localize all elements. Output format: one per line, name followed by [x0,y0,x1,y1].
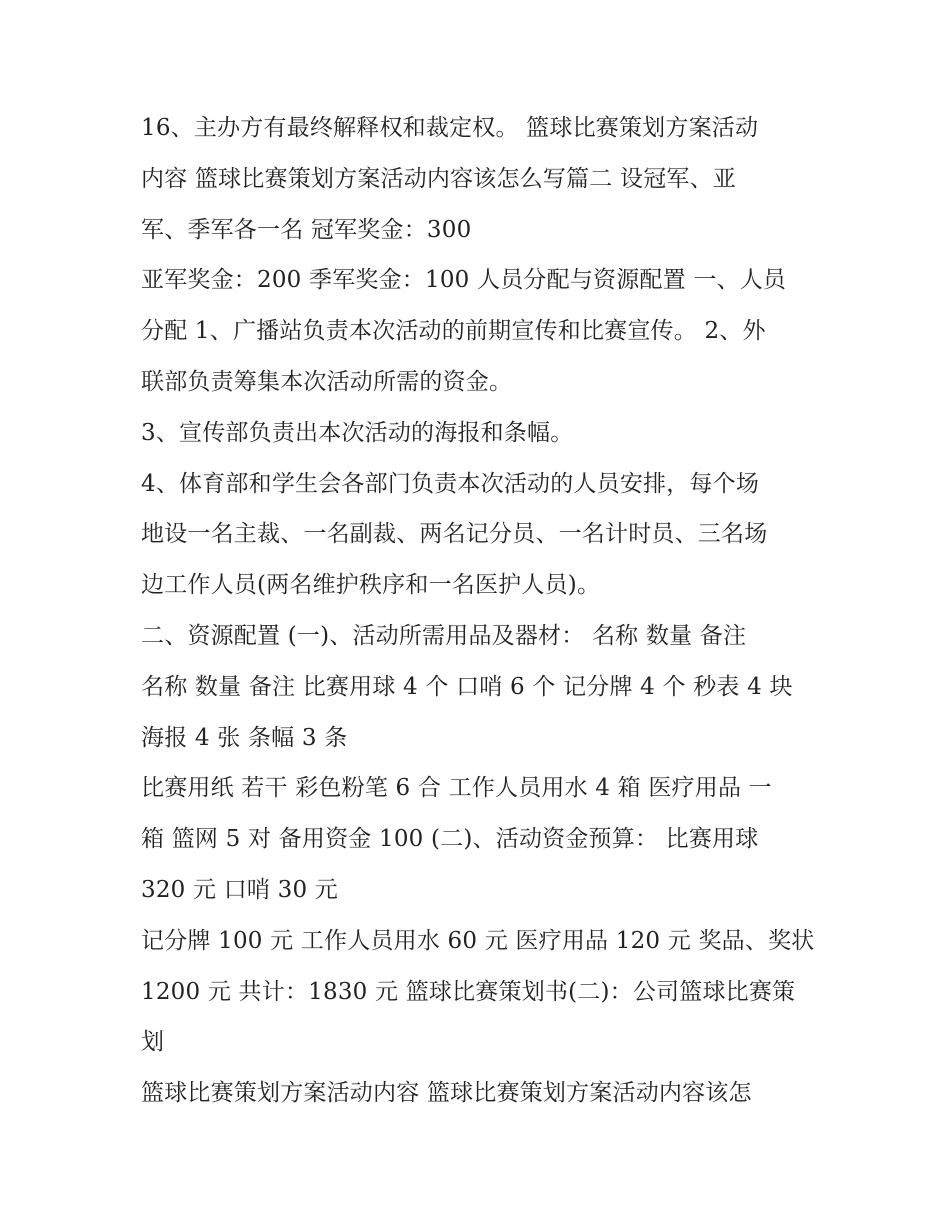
text-line: 联部负责筹集本次活动所需的资金。 [141,368,513,395]
text-line: 内容 篮球比赛策划方案活动内容该怎么写篇二 设冠军、亚 [141,165,737,192]
text-line: 划 [141,1029,165,1056]
text-line: 比赛用纸 若干 彩色粉笔 6 合 工作人员用水 4 箱 医疗用品 一 [141,775,772,802]
text-line: 3、宣传部负责出本次活动的海报和条幅。 [141,419,574,446]
text-line: 地设一名主裁、一名副裁、两名记分员、一名计时员、三名场 [141,521,768,548]
text-line: 记分牌 100 元 工作人员用水 60 元 医疗用品 120 元 奖品、奖状 [141,927,815,954]
text-line: 箱 篮网 5 对 备用资金 100 (二)、活动资金预算： 比赛用球 [141,826,759,853]
text-line: 320 元 口哨 30 元 [141,876,339,903]
text-line: 4、体育部和学生会各部门负责本次活动的人员安排，每个场 [141,470,760,497]
text-line: 二、资源配置 (一)、活动所需用品及器材： 名称 数量 备注 [141,622,747,649]
text-line: 1200 元 共计：1830 元 篮球比赛策划书(二)：公司篮球比赛策 [141,978,796,1005]
text-line: 海报 4 张 条幅 3 条 [141,724,348,751]
document-body [141,103,821,1119]
text-line: 16、主办方有最终解释权和裁定权。 篮球比赛策划方案活动 [141,115,759,141]
text-line: 分配 1、广播站负责本次活动的前期宣传和比赛宣传。 2、外 [141,318,766,345]
text-line: 军、季军各一名 冠军奖金：300 [141,216,472,243]
text-line: 边工作人员(两名维护秩序和一名医护人员)。 [141,572,601,599]
text-line: 亚军奖金：200 季军奖金：100 人员分配与资源配置 一、人员 [141,267,787,294]
text-line: 名称 数量 备注 比赛用球 4 个 口哨 6 个 记分牌 4 个 秒表 4 块 [141,673,793,700]
text-line: 篮球比赛策划方案活动内容 篮球比赛策划方案活动内容该怎 [141,1080,752,1107]
